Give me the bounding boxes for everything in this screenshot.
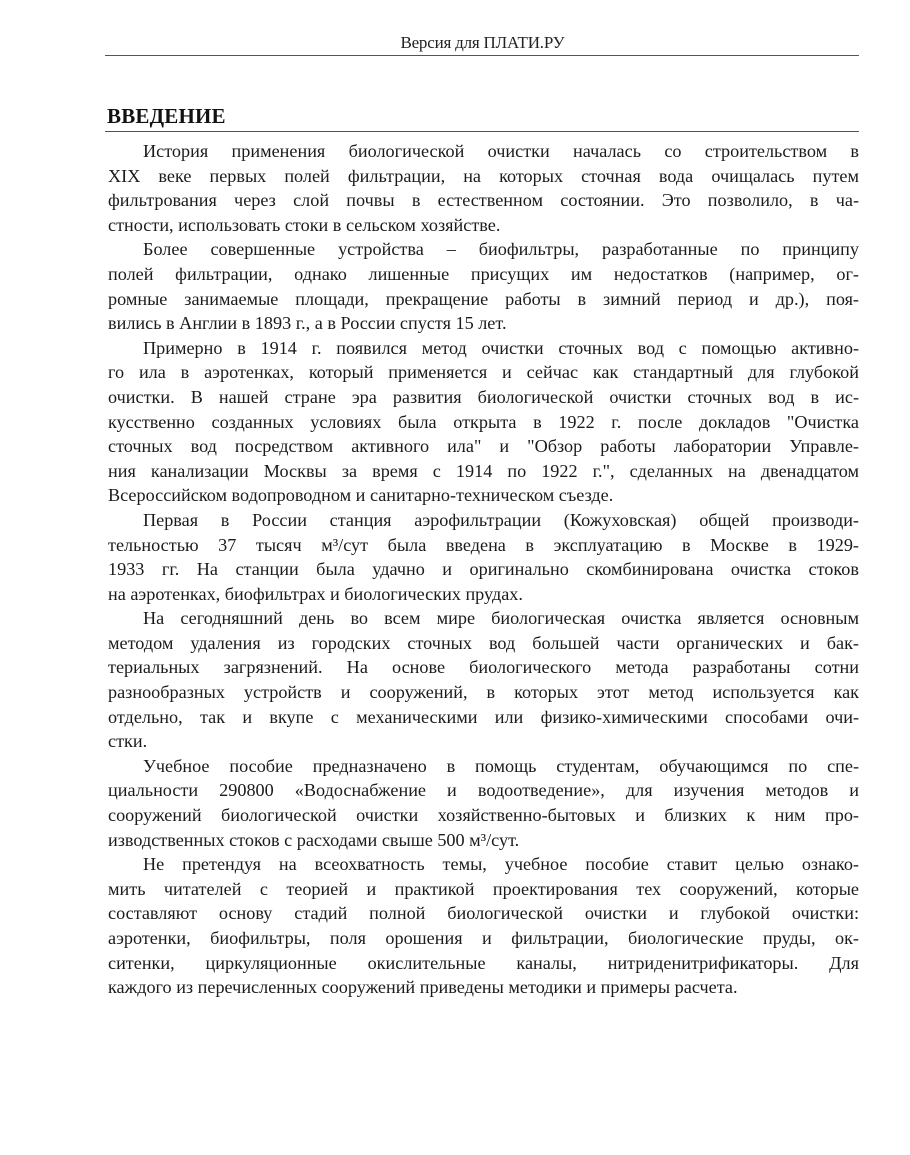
paragraph — [108, 139, 859, 237]
text-line: Всероссийском водопроводном и санитарно-техническом съезде. — [108, 485, 614, 506]
text-line: Не претендуя на всеохватность темы, учебное пособие ставит целью ознако- — [143, 854, 859, 875]
paragraph — [108, 508, 859, 606]
paragraph — [108, 754, 859, 852]
text-line: каждого из перечисленных сооружений приведены методики и примеры расчета. — [108, 977, 738, 998]
paragraph — [108, 336, 859, 508]
text-line: составляют основу стадий полной биологической очистки и глубокой очистки: — [108, 903, 859, 924]
text-line: методом удаления из городских сточных вод большей части органических и бак- — [108, 632, 859, 653]
text-line: Более совершенные устройства – биофильтры, разработанные по принципу — [143, 239, 859, 260]
heading-rule — [105, 131, 859, 132]
header-rule — [105, 55, 859, 56]
section-heading: ВВЕДЕНИЕ — [107, 104, 226, 128]
text-line: сооружений биологической очистки хозяйственно-бытовых и близких к ним про- — [108, 805, 859, 826]
text-line: разнообразных устройств и сооружений, в которых этот метод используется как — [108, 682, 859, 703]
text-line: ситенки, циркуляционные окислительные каналы, нитриденитрификаторы. Для — [108, 952, 859, 973]
paragraph — [108, 852, 859, 1000]
text-line: XIX веке первых полей фильтрации, на которых сточная вода очищалась путем — [108, 165, 859, 186]
text-line: Примерно в 1914 г. появился метод очистки сточных вод с помощью активно- — [143, 337, 859, 358]
text-line: стки. — [108, 731, 148, 752]
text-line: на аэротенках, биофильтрах и биологических прудах. — [108, 583, 523, 604]
text-line: вились в Англии в 1893 г., а в России спустя 15 лет. — [108, 313, 507, 334]
text-line: фильтрования через слой почвы в естественном состоянии. Это позволило, в ча- — [108, 190, 859, 211]
text-line: стности, использовать стоки в сельском хозяйстве. — [108, 214, 501, 235]
paragraph — [108, 606, 859, 754]
text-line: го ила в аэротенках, который применяется и сейчас как стандартный для глубокой — [108, 362, 859, 383]
body-text — [108, 139, 859, 1000]
text-line: циальности 290800 «Водоснабжение и водоотведение», для изучения методов и — [108, 780, 859, 801]
text-line: мить читателей с теорией и практикой проектирования тех сооружений, которые — [108, 878, 859, 899]
text-line: ромные занимаемые площади, прекращение работы в зимний период и др.), поя- — [108, 288, 859, 309]
text-line: изводственных стоков с расходами свыше 500 м³/сут. — [108, 829, 520, 850]
text-line: На сегодняшний день во всем мире биологическая очистка является основным — [143, 608, 859, 629]
text-line: териальных загрязнений. На основе биологического метода разработаны сотни — [108, 657, 859, 678]
text-line: тельностью 37 тысяч м³/сут была введена в эксплуатацию в Москве в 1929- — [108, 534, 859, 555]
text-line: 1933 гг. На станции была удачно и оригинально скомбинирована очистка стоков — [108, 559, 859, 580]
text-line: аэротенки, биофильтры, поля орошения и фильтрации, биологические пруды, ок- — [108, 928, 859, 948]
paragraph — [108, 237, 859, 335]
text-line: История применения биологической очистки началась со строительством в — [143, 141, 859, 161]
text-line: Первая в России станция аэрофильтрации (Кожуховская) общей производи- — [143, 509, 859, 530]
text-line: сточных вод посредством активного ила" и "Обзор работы лаборатории Управле- — [108, 436, 859, 457]
text-line: отдельно, так и вкупе с механическими или физико-химическими способами очи- — [108, 706, 859, 727]
text-line: ния канализации Москвы за время с 1914 по 1922 г.", сделанных на двенадцатом — [108, 460, 859, 481]
text-line: Учебное пособие предназначено в помощь студентам, обучающимся по спе- — [143, 755, 859, 776]
text-line: очистки. В нашей стране эра развития биологической очистки сточных вод в ис- — [108, 386, 859, 407]
text-line: кусственно созданных условиях была открыта в 1922 г. после докладов "Очистка — [108, 411, 859, 432]
running-head: Версия для ПЛАТИ.РУ — [400, 33, 565, 52]
text-line: полей фильтрации, однако лишенные присущих им недостатков (например, ог- — [108, 263, 859, 284]
